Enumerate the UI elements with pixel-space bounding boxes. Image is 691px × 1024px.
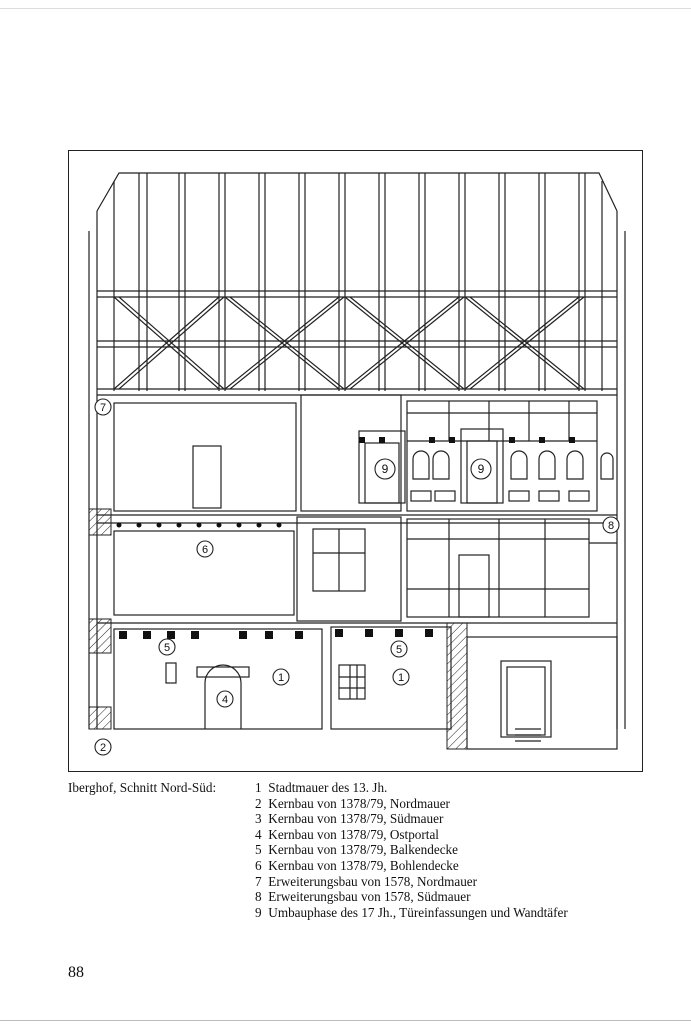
- label-1b: 1: [397, 672, 405, 684]
- legend-item: [255, 889, 568, 905]
- page-number: 88: [68, 964, 84, 981]
- legend-item: [255, 842, 568, 858]
- label-8: 8: [607, 520, 615, 532]
- legend-item: [255, 811, 568, 827]
- legend-text: Kernbau von 1378/79, Bohlendecke: [268, 857, 459, 873]
- legend-text: Erweiterungsbau von 1578, Südmauer: [268, 889, 471, 905]
- label-4: 4: [221, 694, 229, 706]
- figure-legend: [255, 780, 568, 920]
- legend-item: [255, 827, 568, 843]
- legend-number: 4: [255, 826, 262, 842]
- legend-number: 8: [255, 889, 262, 905]
- drawing-labels: [95, 399, 619, 755]
- label-9a: 9: [381, 462, 389, 476]
- legend-item: [255, 874, 568, 890]
- legend-item: [255, 796, 568, 812]
- legend-text: Erweiterungsbau von 1578, Nordmauer: [268, 873, 478, 889]
- page-top-edge: [0, 8, 691, 9]
- legend-text: Kernbau von 1378/79, Nordmauer: [268, 795, 450, 811]
- section-drawing: [68, 150, 643, 772]
- legend-text: Kernbau von 1378/79, Südmauer: [268, 811, 444, 827]
- legend-item: [255, 858, 568, 874]
- legend-number: 2: [255, 795, 262, 811]
- legend-number: 3: [255, 811, 262, 827]
- legend-number: 7: [255, 873, 262, 889]
- legend-item: [255, 905, 568, 921]
- label-5b: 5: [395, 644, 403, 656]
- legend-text: Kernbau von 1378/79, Ostportal: [268, 826, 439, 842]
- legend-number: 6: [255, 857, 262, 873]
- legend-text: Kernbau von 1378/79, Balkendecke: [268, 842, 458, 858]
- legend-number: 9: [255, 904, 262, 920]
- legend-text: Stadtmauer des 13. Jh.: [268, 780, 388, 795]
- label-5a: 5: [163, 642, 171, 654]
- legend-text: Umbauphase des 17 Jh., Türeinfassungen und Wandtäfer: [268, 904, 568, 920]
- figure-caption: Iberghof, Schnitt Nord-Süd:: [68, 780, 217, 795]
- label-2: 2: [99, 742, 107, 754]
- section-drawing-svg: [69, 151, 644, 773]
- label-7: 7: [99, 402, 107, 414]
- label-1a: 1: [277, 672, 285, 684]
- label-6: 6: [201, 544, 209, 556]
- legend-item: [255, 780, 568, 796]
- roof-rafters: [139, 173, 585, 391]
- label-9b: 9: [477, 462, 485, 476]
- page-bottom-edge: [0, 1020, 691, 1021]
- legend-number: 5: [255, 842, 262, 858]
- legend-number: 1: [255, 780, 262, 795]
